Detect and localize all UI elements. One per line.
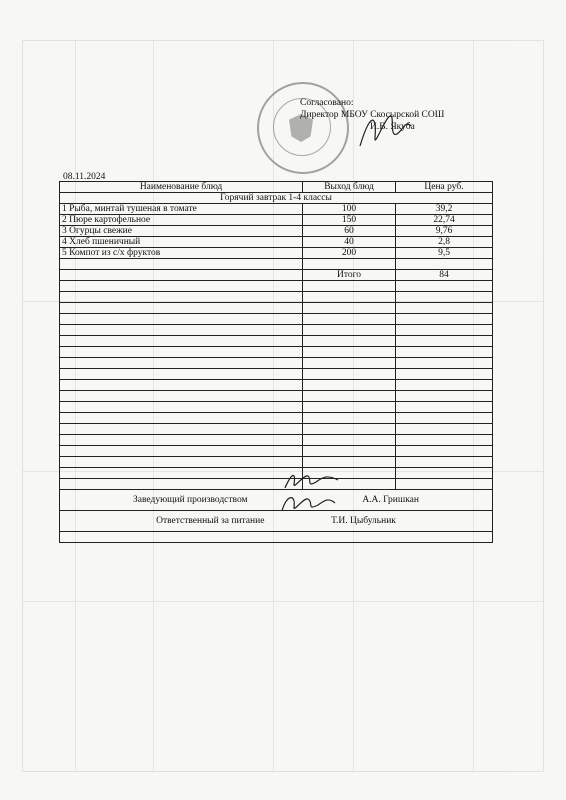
nutrition-signature	[278, 491, 338, 515]
total-label: Итого	[303, 270, 396, 281]
empty-row	[60, 336, 493, 347]
column-header-name: Наименование блюд	[60, 182, 303, 193]
empty-row	[60, 468, 493, 479]
production-label: Заведующий производством	[133, 495, 248, 505]
dish-name: 2 Пюре картофельное	[60, 215, 303, 226]
dish-yield: 60	[303, 226, 396, 237]
table-row	[60, 226, 493, 237]
empty-row	[60, 281, 493, 292]
empty-row	[60, 369, 493, 380]
empty-row	[60, 424, 493, 435]
dish-yield: 200	[303, 248, 396, 259]
dish-price: 22,74	[396, 215, 493, 226]
empty-row	[60, 303, 493, 314]
empty-row	[60, 358, 493, 369]
nutrition-signature-row	[60, 511, 493, 532]
production-signature-row	[60, 490, 493, 511]
menu-date: 08.11.2024	[63, 172, 106, 182]
nutrition-label: Ответственный за питание	[156, 516, 265, 526]
dish-price: 9,5	[396, 248, 493, 259]
table-row	[60, 248, 493, 259]
dish-yield: 150	[303, 215, 396, 226]
column-header-price: Цена руб.	[396, 182, 493, 193]
approval-position: Директор МБОУ Скосырской СОШ	[300, 110, 445, 120]
empty-row	[60, 314, 493, 325]
empty-row	[60, 325, 493, 336]
dish-name: 5 Компот из с/х фруктов	[60, 248, 303, 259]
table-row	[60, 215, 493, 226]
empty-row	[60, 457, 493, 468]
empty-row	[60, 347, 493, 358]
total-row	[60, 270, 493, 281]
total-value: 84	[396, 270, 493, 281]
approval-title: Согласовано:	[300, 98, 354, 108]
table-row	[60, 204, 493, 215]
empty-row	[60, 532, 493, 543]
section-row	[60, 193, 493, 204]
nutrition-name: Т.И. Цыбульник	[331, 516, 396, 526]
dish-name: 3 Огурцы свежие	[60, 226, 303, 237]
dish-price: 2,8	[396, 237, 493, 248]
dish-yield: 40	[303, 237, 396, 248]
production-name: А.А. Гришкан	[362, 495, 419, 505]
empty-row	[60, 259, 493, 270]
dish-name: 1 Рыба, минтай тушеная в томате	[60, 204, 303, 215]
approval-name: И.В. Якуба	[370, 122, 415, 132]
empty-row	[60, 391, 493, 402]
empty-row	[60, 435, 493, 446]
empty-row	[60, 292, 493, 303]
dish-price: 9,76	[396, 226, 493, 237]
empty-row	[60, 402, 493, 413]
menu-table	[59, 181, 493, 543]
dish-yield: 100	[303, 204, 396, 215]
table-row	[60, 237, 493, 248]
empty-row	[60, 479, 493, 490]
dish-name: 4 Хлеб пшеничный	[60, 237, 303, 248]
director-signature	[355, 108, 415, 153]
column-header-yield: Выход блюд	[303, 182, 396, 193]
empty-row	[60, 413, 493, 424]
dish-price: 39,2	[396, 204, 493, 215]
production-signature	[282, 470, 342, 492]
table-header-row	[60, 182, 493, 193]
empty-row	[60, 446, 493, 457]
empty-row	[60, 380, 493, 391]
section-title: Горячий завтрак 1-4 классы	[60, 193, 493, 204]
